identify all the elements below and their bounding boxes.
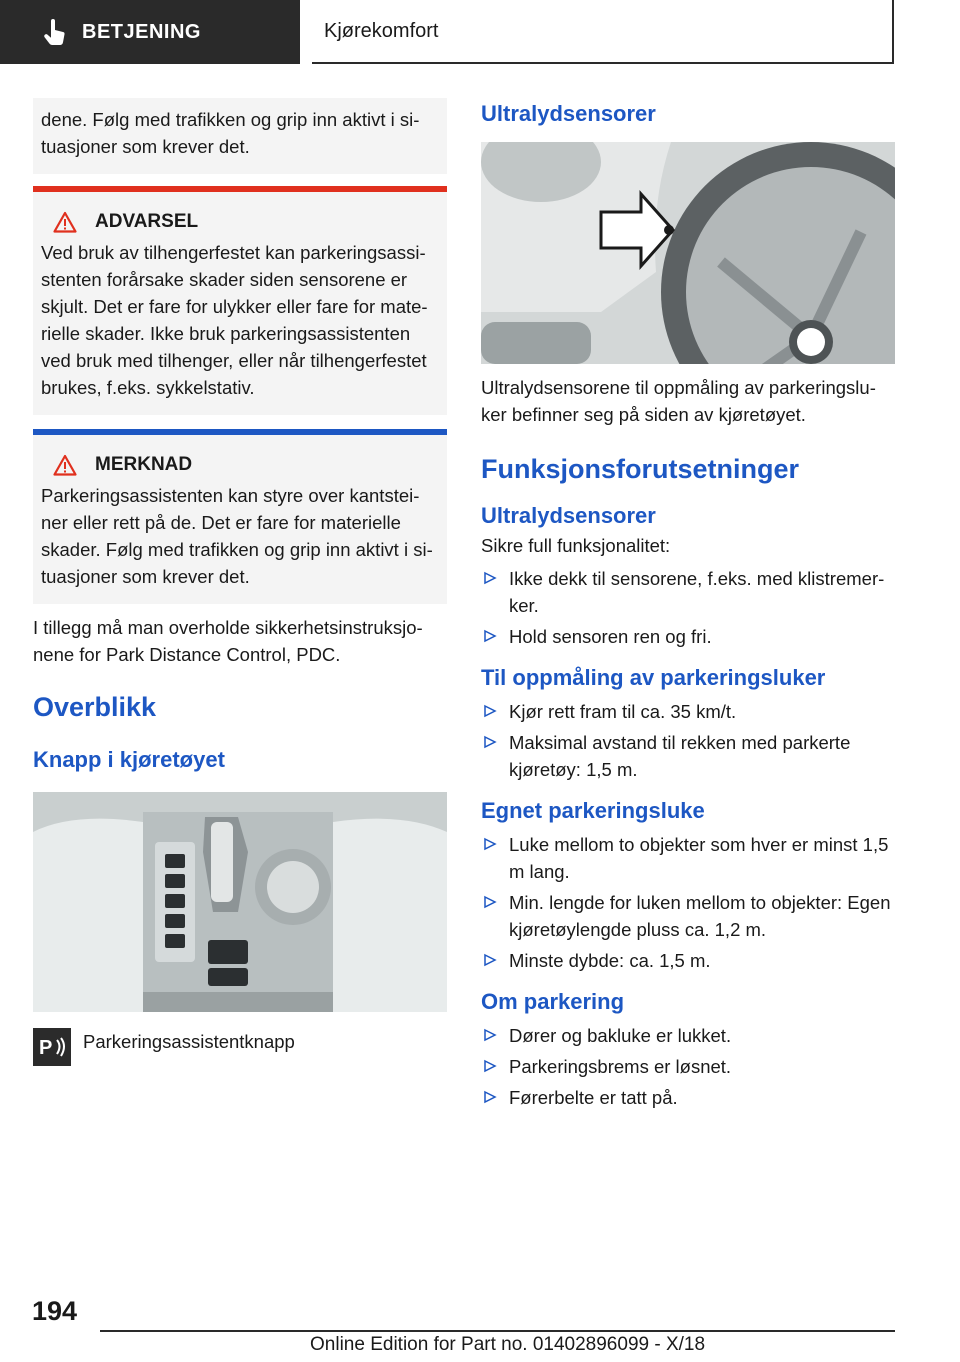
bullet-triangle-icon: [483, 895, 497, 909]
list-item: Ikke dekk til sensorene, f.eks. med klistremerker.: [481, 565, 895, 619]
continued-notice-text: dene. Følg med trafikken og grip inn aktivt i situasjoner som krever det.: [41, 109, 420, 157]
warning-text: Ved bruk av tilhengerfestet kan parkeringsassistenten forårsake skader siden sensorene er skjult. Det er fare for ulykker eller fare for materielle skader. Ikke bruk parkeringsassistenten ved bruk med tilhenger, eller når tilhengerfestet brukes, f.eks. sykkelstativ.: [41, 242, 428, 398]
heading-suitable: Egnet parkeringsluke: [481, 798, 705, 823]
section-tab: [0, 0, 298, 64]
chapter-tab: [312, 0, 894, 64]
sensors-list: [481, 565, 895, 650]
button-caption: Parkeringsassistentknapp: [83, 1031, 295, 1052]
list-item: Dører og bakluke er lukket.: [481, 1022, 895, 1049]
heading-sensors-2: Ultralydsensorer: [481, 503, 656, 528]
heading-measure: Til oppmåling av parkeringsluker: [481, 665, 826, 690]
warning-box: [33, 186, 447, 415]
chapter-title: Kjørekomfort: [324, 19, 439, 42]
sensors-intro: Sikre full funksjonalitet:: [481, 535, 671, 556]
warning-title: ADVARSEL: [95, 211, 199, 232]
bullet-triangle-icon: [483, 571, 497, 585]
sensors-caption: Ultralydsensorene til oppmåling av parkeringsluker befinner seg på siden av kjøretøyet.: [481, 377, 876, 425]
warning-triangle-icon: [53, 454, 77, 476]
heading-sensors: Ultralydsensorer: [481, 101, 656, 126]
list-item: Kjør rett fram til ca. 35 km/t.: [481, 698, 895, 725]
console-photo: [33, 792, 447, 1012]
heading-prerequisites: Funksjonsforutsetninger: [481, 454, 800, 484]
edition-note: [310, 1334, 705, 1356]
heading-parking: Om parkering: [481, 989, 625, 1014]
footer-rule: [100, 1330, 895, 1332]
list-item: Førerbelte er tatt på.: [481, 1084, 895, 1111]
list-item: Maksimal avstand til rekken med parkerte kjøretøy: 1,5 m.: [481, 729, 895, 783]
list-item: Minste dybde: ca. 1,5 m.: [481, 947, 895, 974]
parking-list: [481, 1022, 895, 1111]
svg-text:P: P: [39, 1037, 53, 1059]
pdc-paragraph: I tillegg må man overholde sikkerhetsinstruksjonene for Park Distance Control, PDC.: [33, 617, 423, 665]
list-item: Min. lengde for luken mellom to objekter: Egen kjøretøylengde pluss ca. 1,2 m.: [481, 889, 895, 943]
warning-triangle-icon: [53, 211, 77, 233]
bullet-triangle-icon: [483, 1059, 497, 1073]
heading-overview: Overblikk: [33, 692, 157, 722]
list-item: Parkeringsbrems er løsnet.: [481, 1053, 895, 1080]
suitable-list: [481, 831, 895, 974]
edition-text: Online Edition for Part no. 01402896099 - X/18: [310, 1334, 706, 1355]
continued-notice-box: [33, 98, 447, 174]
notice-text: Parkeringsassistenten kan styre over kantsteiner eller rett på de. Det er fare for materielle skader. Følg med trafikken og grip inn aktivt i situasjoner som krever det.: [41, 485, 433, 587]
parking-assist-button-icon: [33, 1028, 71, 1066]
left-column: [33, 98, 447, 1066]
notice-title: MERKNAD: [95, 454, 193, 475]
list-item: Luke mellom to objekter som hver er minst 1,5 m lang.: [481, 831, 895, 885]
bullet-triangle-icon: [483, 735, 497, 749]
bullet-triangle-icon: [483, 1090, 497, 1104]
page-header: [0, 0, 960, 66]
bullet-triangle-icon: [483, 629, 497, 643]
center-console-image: [33, 792, 447, 1012]
section-title: BETJENING: [82, 20, 201, 43]
bullet-triangle-icon: [483, 837, 497, 851]
measure-list: [481, 698, 895, 783]
bullet-triangle-icon: [483, 1028, 497, 1042]
button-caption-row: [33, 1028, 447, 1066]
sensor-photo: [481, 142, 895, 364]
right-column: [481, 98, 895, 1115]
sensor-location-image: [481, 142, 895, 364]
hand-pointer-icon: [40, 18, 68, 46]
notice-box: [33, 429, 447, 604]
page-number: 194: [32, 1296, 78, 1326]
heading-button: Knapp i kjøretøyet: [33, 747, 225, 772]
list-item: Hold sensoren ren og fri.: [481, 623, 895, 650]
bullet-triangle-icon: [483, 704, 497, 718]
bullet-triangle-icon: [483, 953, 497, 967]
